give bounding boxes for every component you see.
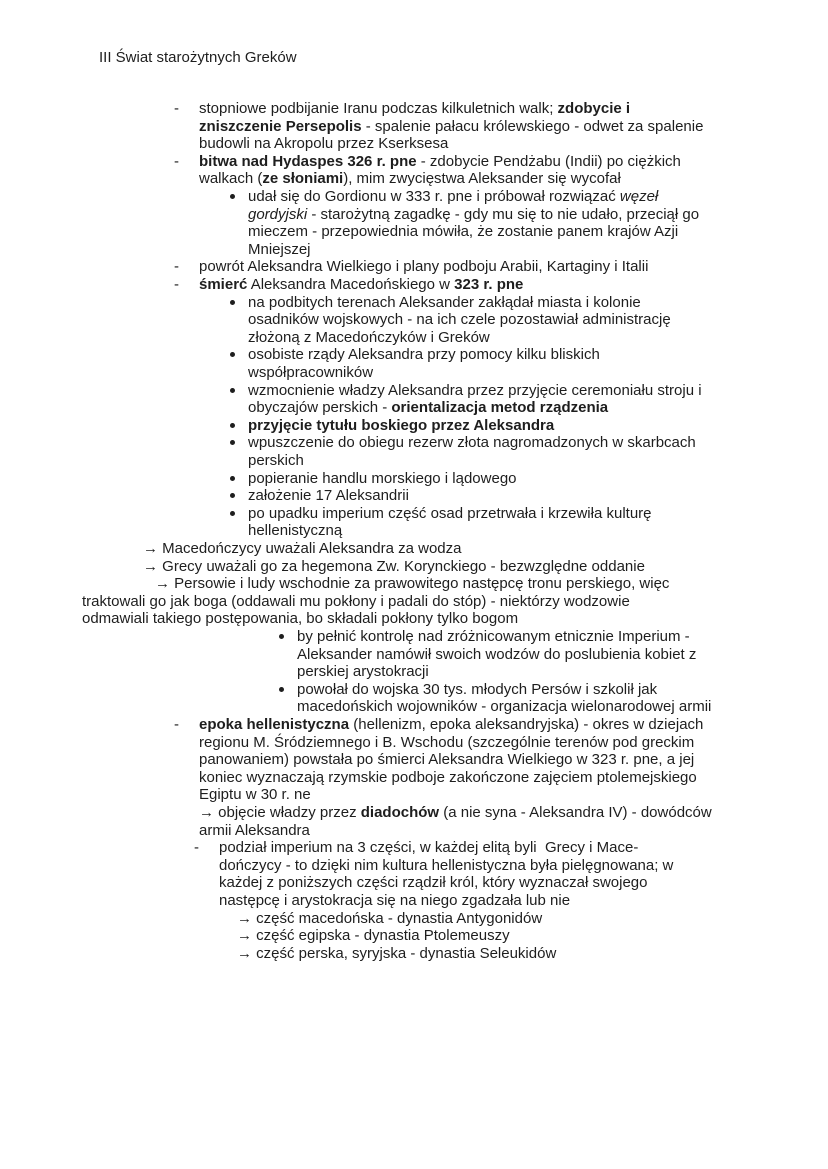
bullet-marker [230,511,235,516]
text-line [0,241,828,259]
dash-marker: - [174,152,179,170]
text-line [0,822,828,840]
line-text: gordyjski - starożytną zagadkę - gdy mu się to nie udało, przeciął go [248,205,700,223]
text-line [0,311,828,329]
line-text: po upadku imperium część osad przetrwała i krzewiła kulturę [248,504,652,522]
text-line [0,540,828,558]
text-line [0,910,828,928]
line-text: założenie 17 Aleksandrii [248,487,409,505]
bullet-list-item [0,505,828,523]
text-line [0,945,828,963]
text-line [0,135,828,153]
text-line [0,522,828,540]
text-line [0,223,828,241]
line-text: na podbitych terenach Aleksander zakłądał miasta i kolonie [248,293,641,311]
text-line [0,118,828,136]
line-text: stopniowe podbijanie Iranu podczas kilkuletnich walk; zdobycie i [199,100,631,117]
line-text: osobiste rządy Aleksandra przy pomocy kilku bliskich [248,346,600,364]
text-line [0,769,828,787]
line-text: powołał do wojska 30 tys. młodych Persów i szkolił jak [297,680,658,698]
dash-list-item [0,276,828,294]
bullet-marker [230,300,235,305]
text-line [0,575,828,593]
line-text: walkach (ze słoniami), mim zwycięstwa Aleksander się wycofał [199,170,621,188]
line-text: wpuszczenie do obiegu rezerw złota nagromadzonych w skarbcach [248,434,696,452]
text-line [0,170,828,188]
bullet-list-item [0,417,828,435]
line-text: budowli na Akropolu przez Kserksesa [199,135,449,153]
text-line [0,610,828,628]
line-text: → część macedońska - dynastia Antygonidów [237,909,543,927]
text-line [0,698,828,716]
line-text: by pełnić kontrolę nad zróżnicowanym etnicznie Imperium - [297,628,690,645]
text-line [0,892,828,910]
line-text: każdej z poniższych części rządził król, który wyznaczał swojego [219,874,648,892]
line-text: podział imperium na 3 części, w każdej elitą byli Grecy i Mace- [219,839,639,857]
line-text: bitwa nad Hydaspes 326 r. pne - zdobycie Pendżabu (Indii) po ciężkich [199,152,681,170]
text-line [0,558,828,576]
text-line [0,329,828,347]
line-text: traktowali go jak boga (oddawali mu pokłony i padali do stóp) - niektórzy wodzowie [82,592,630,610]
text-line [0,646,828,664]
dash-marker: - [174,258,179,276]
line-text: obyczajów perskich - orientalizacja metod rządzenia [248,399,609,417]
dash-list-item [0,839,828,857]
line-text: perskich [248,452,304,469]
line-text: odmawiali takiego postępowania, bo składali pokłony tylko bogom [82,610,519,628]
line-text: dończycy - to dzięki nim kultura hellenistyczna była pielęgnowana; w [219,856,674,874]
line-text: następcę i arystokracja się na niego zgadzała lub nie [219,892,571,909]
bullet-marker [279,634,284,639]
line-text: → Persowie i ludy wschodnie za prawowitego następcę tronu perskiego, więc [155,575,670,593]
bullet-marker [230,352,235,357]
line-text: → Grecy uważali go za hegemona Zw. Korynckiego - bezwzględne oddanie [143,557,645,575]
line-text: regionu M. Śródziemnego i B. Wschodu (szczególnie terenów pod greckim [199,733,695,751]
line-text: przyjęcie tytułu boskiego przez Aleksandra [248,416,555,434]
text-line [0,206,828,224]
line-text: powrót Aleksandra Wielkiego i plany podboju Arabii, Kartaginy i Italii [199,258,649,276]
line-text: → część perska, syryjska - dynastia Seleukidów [237,944,557,962]
text-line [0,927,828,945]
line-text: osadników wojskowych - na ich czele pozostawiał administrację [248,311,671,329]
bullet-marker [230,440,235,445]
bullet-marker [230,423,235,428]
line-text: epoka hellenistyczna (hellenizm, epoka aleksandryjska) - okres w dziejach [199,716,704,733]
line-text: Mniejszej [248,240,311,258]
bullet-list-item [0,382,828,400]
bullet-marker [230,194,235,199]
text-line [0,452,828,470]
line-text: macedońskich wojowników - organizacja wielonarodowej armii [297,698,712,716]
text-line [0,786,828,804]
line-text: Aleksander namówił swoich wodzów do poslubienia kobiet z [297,645,697,663]
line-text: śmierć Aleksandra Macedońskiego w 323 r. pne [199,276,524,293]
line-text: popieranie handlu morskiego i lądowego [248,469,517,487]
bullet-list-item [0,487,828,505]
line-text: → objęcie władzy przez diadochów (a nie syna - Aleksandra IV) - dowódców [199,804,712,821]
line-text: mieczem - przepowiednia mówiła, że zostanie panem krajów Azji [248,223,679,241]
document-title: III Świat starożytnych Greków [99,49,297,66]
line-text: → Macedończycy uważali Aleksandra za wodza [143,540,462,557]
text-line [0,751,828,769]
bullet-list-item [0,434,828,452]
line-text: perskiej arystokracji [297,663,429,681]
text-line [0,804,828,822]
line-text: wzmocnienie władzy Aleksandra przez przyjęcie ceremoniału stroju i [248,381,702,399]
line-text: Egiptu w 30 r. ne [199,786,311,804]
line-text: współpracowników [248,364,374,381]
line-text: armii Aleksandra [199,821,310,839]
line-text: → część egipska - dynastia Ptolemeuszy [237,927,510,945]
text-line [0,364,828,382]
line-text: panowaniem) powstała po śmierci Aleksandra Wielkiego w 323 r. pne, a jej [199,751,695,769]
dash-marker: - [174,276,179,293]
line-text: hellenistyczną [248,522,343,540]
line-text: złożoną z Macedończyków i Greków [248,328,490,346]
bullet-marker [279,687,284,692]
text-line [0,399,828,417]
dash-marker: - [194,839,199,857]
text-line [0,734,828,752]
dash-marker: - [174,716,179,733]
text-line [0,663,828,681]
bullet-list-item [0,294,828,312]
dash-marker: - [174,100,179,117]
bullet-list-item [0,681,828,699]
bullet-list-item [0,628,828,646]
bullet-marker [230,476,235,481]
dash-list-item [0,716,828,734]
dash-list-item [0,100,828,118]
line-text: koniec wyznaczają rzymskie podboje zakończone zajęciem ptolemejskiego [199,768,697,786]
dash-list-item [0,153,828,171]
bullet-list-item [0,188,828,206]
bullet-list-item [0,346,828,364]
bullet-marker [230,493,235,498]
bullet-list-item [0,470,828,488]
text-line [0,874,828,892]
line-text: udał się do Gordionu w 333 r. pne i próbował rozwiązać węzeł [248,188,659,205]
bullet-marker [230,388,235,393]
dash-list-item [0,258,828,276]
line-text: zniszczenie Persepolis - spalenie pałacu królewskiego - odwet za spalenie [199,117,704,135]
text-line [0,857,828,875]
text-line [0,593,828,611]
